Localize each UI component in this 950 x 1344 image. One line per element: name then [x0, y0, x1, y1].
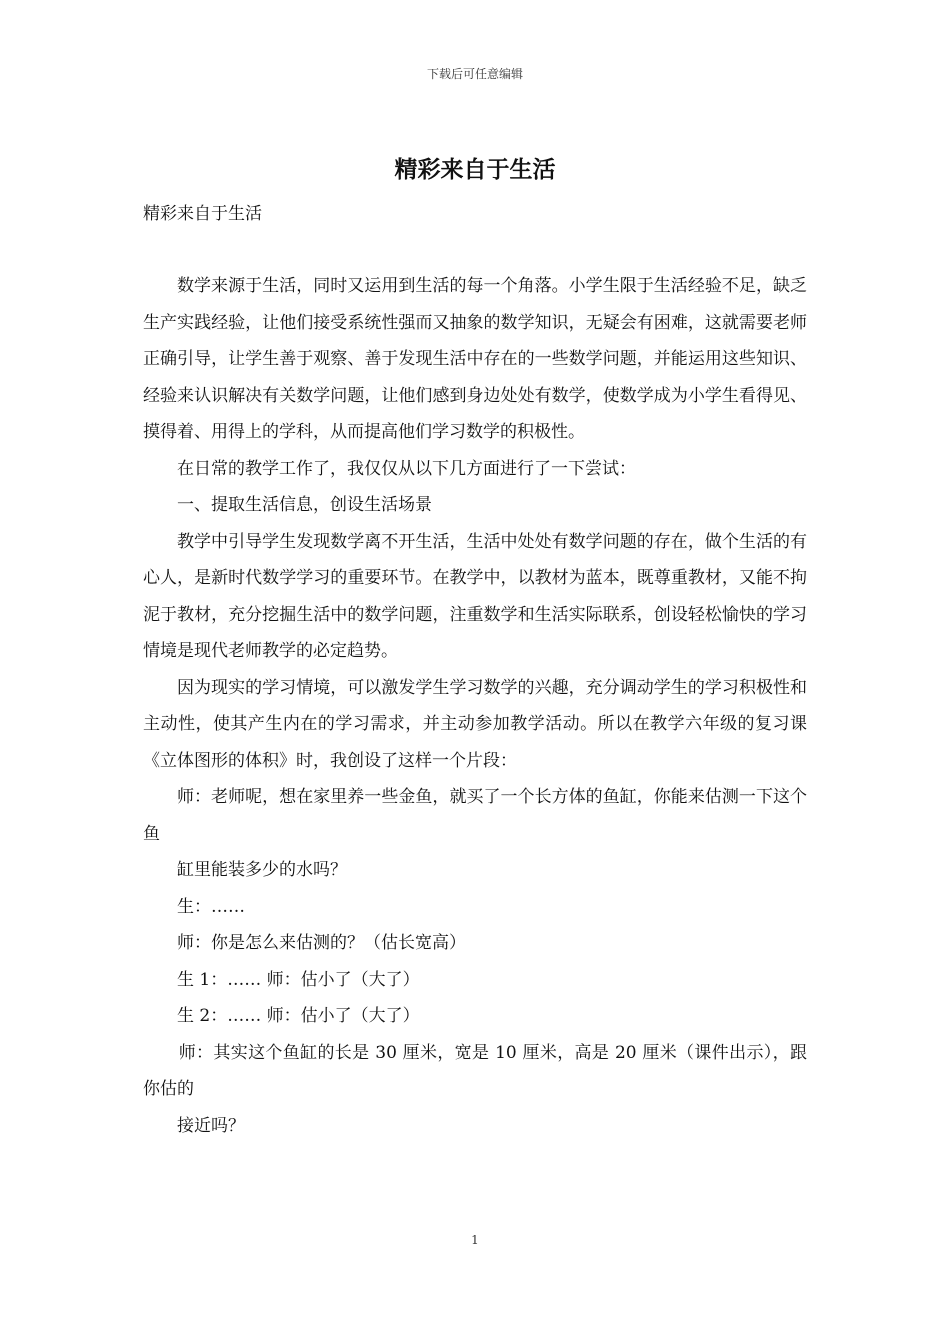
- dialogue-teacher-2: 师：你是怎么来估测的？（估长宽高）: [177, 933, 466, 953]
- page-number: 1: [471, 1233, 479, 1247]
- dialogue-teacher-3-continued: 接近吗？: [177, 1115, 245, 1136]
- dialogue-student: 生：……: [177, 896, 245, 917]
- page-header: 下载后可任意编辑: [426, 67, 523, 81]
- paragraph-guidance: 教学中引导学生发现数学离不开生活，生活中处处有数学问题的存在，做个生活的有心人，是新时代数学学习的重要环节。在教学中，以教材为蓝本，既尊重教材，又能不拘泥于教材，充分挖掘生活中的数学问题，注重数学和生活实际联系，创设轻松愉快的学习情境是现代老师教学的必定趋势。: [143, 531, 807, 661]
- paragraph-situation: 因为现实的学习情境，可以激发学生学习数学的兴趣，充分调动学生的学习积极性和主动性，使其产生内在的学习需求，并主动参加教学活动。所以在教学六年级的复习课《立体图形的体积》时，我创设了这样一个片段：: [143, 677, 807, 771]
- dialogue-student-2: 生 2：…… 师：估小了（大了）: [177, 1006, 420, 1026]
- paragraph-intro: 数学来源于生活，同时又运用到生活的每一个角落。小学生限于生活经验不足，缺乏生产实践经验，让他们接受系统性强而又抽象的数学知识，无疑会有困难，这就需要老师正确引导，让学生善于观察、善于发现生活中存在的一些数学问题，并能运用这些知识、经验来认识解决有关数学问题，让他们感到身边处处有数学，使数学成为小学生看得见、摸得着、用得上的学科，从而提高他们学习数学的积极性。: [143, 276, 807, 442]
- dialogue-teacher-1: 师：老师呢，想在家里养一些金鱼，就买了一个长方体的鱼缸，你能来估测一下这个鱼: [143, 787, 807, 844]
- dialogue-teacher-1-continued: 缸里能装多少的水吗？: [177, 860, 347, 880]
- document-body: [143, 268, 807, 1144]
- dialogue-student-1: 生 1：…… 师：估小了（大了）: [177, 969, 420, 990]
- section-heading-one: 一、提取生活信息，创设生活场景: [177, 495, 432, 515]
- paragraph-attempts: 在日常的教学工作了，我仅仅从以下几方面进行了一下尝试：: [177, 458, 636, 479]
- document-subtitle: 精彩来自于生活: [143, 204, 262, 224]
- document-title: 精彩来自于生活: [394, 157, 556, 183]
- dialogue-teacher-3: 师：其实这个鱼缸的长是 30 厘米，宽是 10 厘米，高是 20 厘米（课件出示），跟你估的: [143, 1042, 807, 1099]
